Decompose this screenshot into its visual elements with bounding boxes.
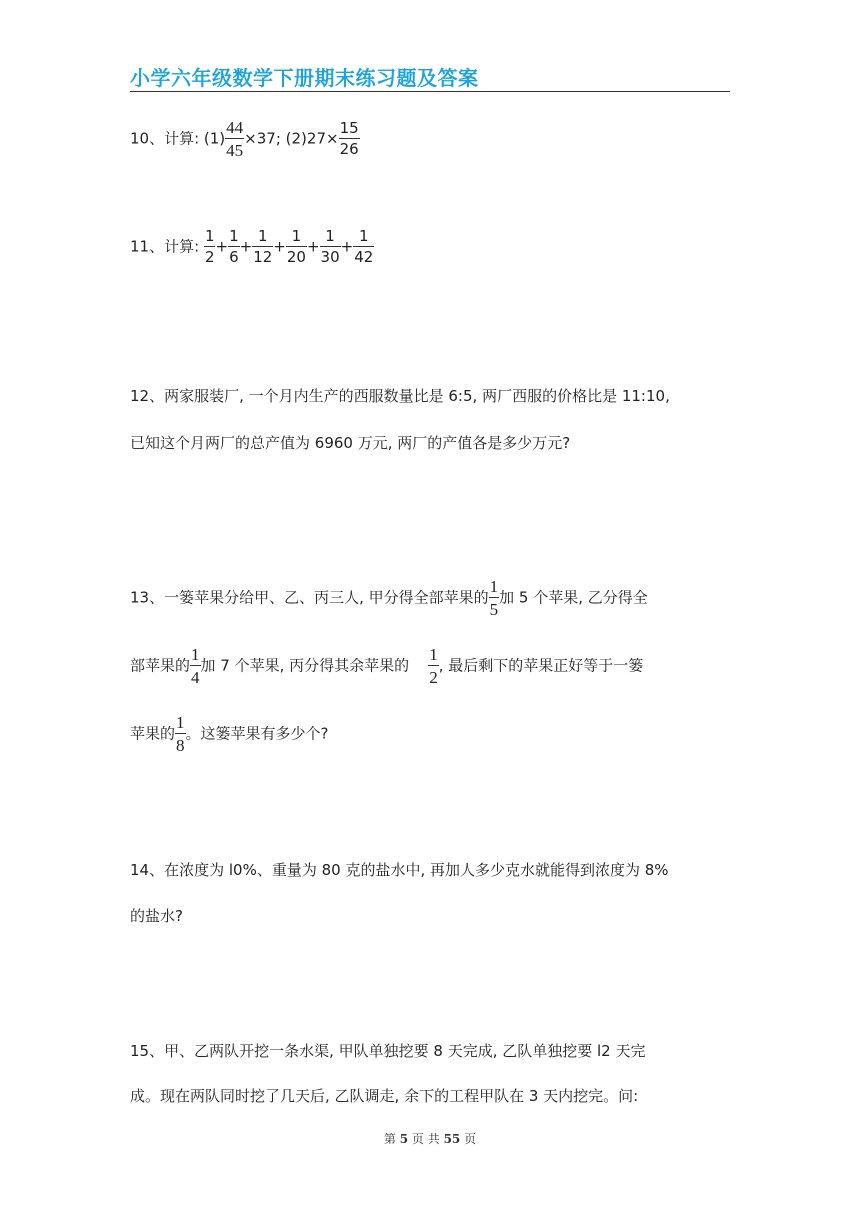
footer-mid: 页 共	[411, 1132, 440, 1146]
q11-numerator: 1	[291, 227, 302, 245]
q13-denominator: 5	[489, 597, 500, 618]
q13-text: 13、一篓苹果分给甲、乙、丙三人, 甲分得全部苹果的	[130, 588, 489, 607]
question-12-line-1: 12、两家服装厂, 一个月内生产的西服数量比是 6:5, 两厂西服的价格比是 11:10,	[130, 387, 670, 405]
plus-sign: +	[340, 237, 354, 256]
q11-denominator: 12	[253, 248, 273, 266]
q13-text: , 最后剩下的苹果正好等于一篓	[438, 656, 644, 675]
q13-denominator: 4	[190, 665, 201, 686]
current-page-number: 5	[399, 1132, 409, 1146]
header-divider	[130, 91, 730, 92]
q13-denominator: 8	[175, 733, 186, 754]
q11-numerator: 1	[257, 227, 268, 245]
question-15-line-1: 15、甲、乙两队开挖一条水渠, 甲队单独挖要 8 天完成, 乙队单独挖要 l2 天完	[130, 1042, 646, 1060]
question-12-line-2: 已知这个月两厂的总产值为 6960 万元, 两厂的产值各是多少万元?	[130, 434, 571, 452]
q11-numerator: 1	[229, 227, 239, 245]
q13-text: 加 5 个苹果, 乙分得全	[499, 588, 648, 607]
q10-prefix: 10、计算: (1)	[130, 129, 226, 148]
q13-fraction-1-5	[489, 578, 500, 618]
q11-denominator: 6	[229, 248, 239, 266]
q10-f1-numerator: 44	[226, 118, 244, 137]
q11-numerator: 1	[325, 227, 335, 245]
question-14-line-1: 14、在浓度为 l0%、重量为 80 克的盐水中, 再加人多少克水就能得到浓度为 8%	[130, 861, 669, 879]
q11-denominator: 42	[354, 248, 374, 266]
q10-f2-denominator: 26	[339, 140, 359, 158]
q11-numerator: 1	[358, 227, 369, 245]
plus-sign: +	[306, 237, 320, 256]
total-page-count: 55	[443, 1132, 461, 1146]
q13-text: 部苹果的	[130, 656, 191, 675]
q13-numerator: 1	[191, 645, 200, 664]
question-15-line-2: 成。现在两队同时挖了几天后, 乙队调走, 余下的工程甲队在 3 天内挖完。问:	[130, 1087, 639, 1105]
q11-denominator: 20	[286, 248, 306, 266]
q11-fraction	[353, 229, 374, 265]
q13-text: 。这篓苹果有多少个?	[185, 724, 329, 743]
q11-fraction	[252, 229, 273, 265]
q11-fraction	[204, 229, 216, 265]
plus-sign: +	[273, 237, 286, 256]
question-13-line-2	[130, 646, 643, 686]
q10-fraction-1	[225, 119, 244, 159]
q11-fraction	[228, 229, 240, 265]
question-10	[130, 119, 360, 159]
q11-fraction	[320, 229, 341, 265]
q13-fraction-1-2	[428, 646, 439, 686]
q11-fraction	[286, 229, 307, 265]
q13-numerator: 1	[429, 645, 438, 664]
question-13-line-1	[130, 578, 648, 618]
plus-sign: +	[215, 237, 229, 256]
footer-post: 页	[464, 1132, 477, 1146]
q13-text: 加 7 个苹果, 丙分得其余苹果的	[200, 656, 410, 675]
page-footer	[0, 1130, 860, 1147]
plus-sign: +	[239, 237, 253, 256]
question-11	[130, 229, 374, 265]
q13-fraction-1-4	[190, 646, 201, 686]
q13-numerator: 1	[489, 577, 499, 596]
question-14-line-2: 的盐水?	[130, 907, 183, 925]
document-title: 小学六年级数学下册期末练习题及答案	[130, 66, 479, 90]
q11-denominator: 2	[204, 248, 215, 266]
q13-fraction-1-8	[175, 714, 186, 754]
q10-mid: ×37; (2)27×	[244, 129, 339, 148]
question-13-line-3	[130, 714, 328, 754]
q13-numerator: 1	[176, 713, 185, 732]
q10-f2-numerator: 15	[339, 119, 359, 137]
q13-denominator: 2	[428, 665, 439, 686]
q11-numerator: 1	[204, 227, 215, 245]
q11-prefix: 11、计算:	[130, 237, 200, 256]
q10-fraction-2	[339, 121, 360, 157]
q13-text: 苹果的	[130, 724, 176, 743]
footer-pre: 第	[383, 1132, 396, 1146]
q11-denominator: 30	[320, 248, 340, 266]
q10-f1-denominator: 45	[225, 138, 244, 159]
